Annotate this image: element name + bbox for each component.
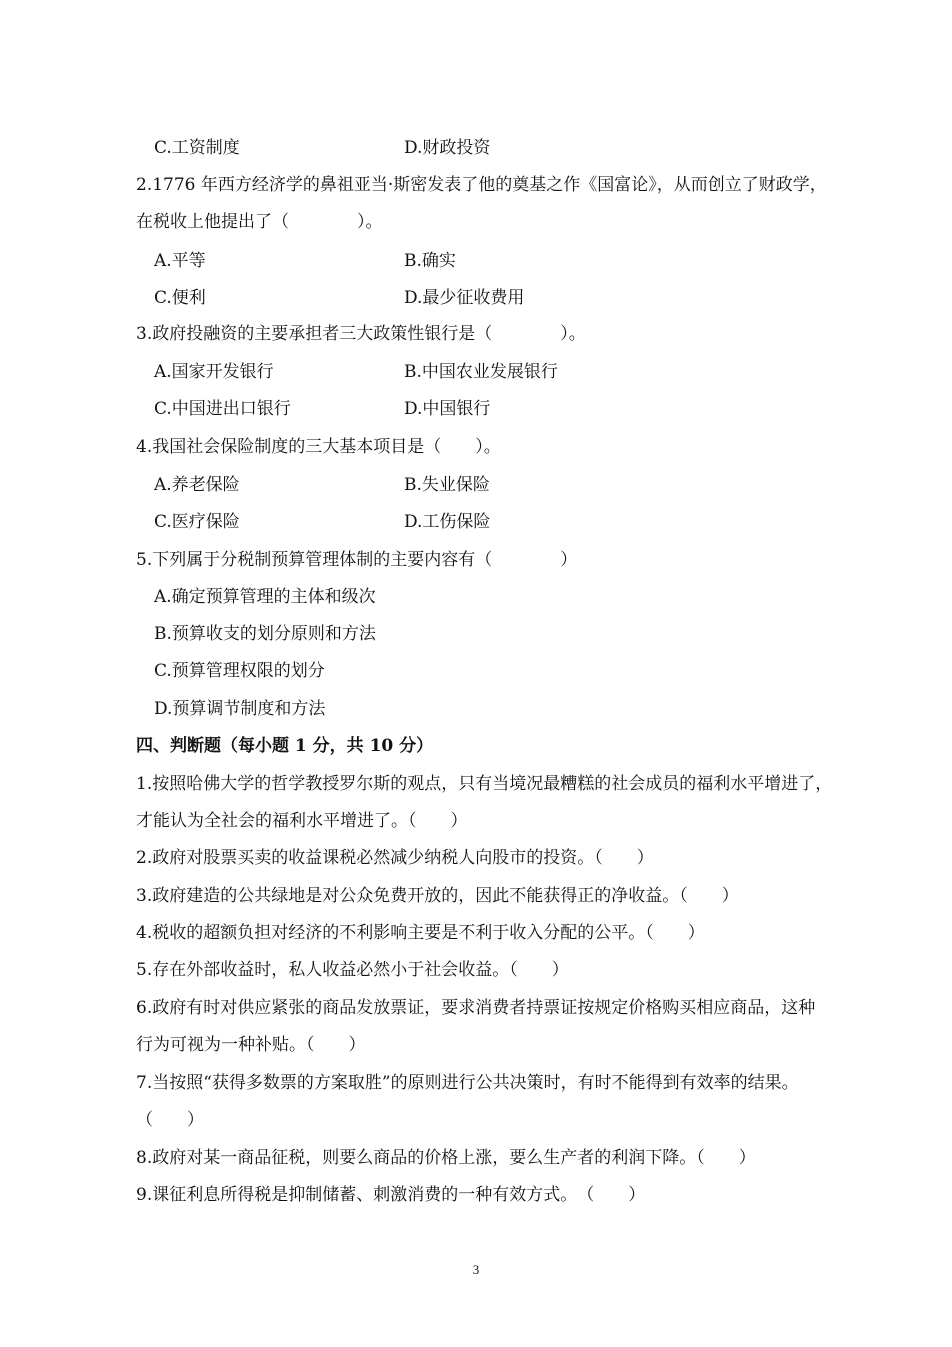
- q4-option-b: B.失业保险: [404, 475, 490, 495]
- tf-item-line: 2.政府对股票买卖的收益课税必然减少纳税人向股市的投资。（ ）: [136, 848, 654, 868]
- tf-item-line: 8.政府对某一商品征税，则要么商品的价格上涨，要么生产者的利润下降。（ ）: [136, 1148, 756, 1168]
- q2-option-a: A.平等: [154, 251, 206, 271]
- tf-item-line: 3.政府建造的公共绿地是对公众免费开放的，因此不能获得正的净收益。（ ）: [136, 886, 739, 906]
- q5-option-d: D.预算调节制度和方法: [154, 699, 326, 719]
- tf-item-line: 4.税收的超额负担对经济的不利影响主要是不利于收入分配的公平。（ ）: [136, 923, 705, 943]
- q3-option-a: A.国家开发银行: [154, 362, 274, 382]
- q2-stem-line1: 2.1776 年西方经济学的鼻祖亚当·斯密发表了他的奠基之作《国富论》，从而创立了财政学，: [136, 175, 827, 195]
- tf-item-line: （ ）: [136, 1110, 204, 1130]
- q3-option-b: B.中国农业发展银行: [404, 362, 558, 382]
- section-4-heading: 四、判断题（每小题 1 分，共 10 分）: [136, 736, 434, 756]
- page-number: 3: [472, 1262, 480, 1277]
- q2-option-c: C.便利: [154, 288, 206, 308]
- q2-stem-line2: 在税收上他提出了（ ）。: [136, 212, 383, 232]
- q3-option-d: D.中国银行: [404, 399, 491, 419]
- q3-option-c: C.中国进出口银行: [154, 399, 291, 419]
- tf-item-line: 5.存在外部收益时，私人收益必然小于社会收益。（ ）: [136, 960, 569, 980]
- q3-stem: 3.政府投融资的主要承担者三大政策性银行是（ ）。: [136, 324, 586, 344]
- tf-item-line: 9.课征利息所得税是抑制储蓄、刺激消费的一种有效方式。 （ ）: [136, 1185, 646, 1205]
- q4-option-c: C.医疗保险: [154, 512, 240, 532]
- tf-item-line: 才能认为全社会的福利水平增进了。（ ）: [136, 811, 468, 831]
- tf-item-line: 7.当按照“获得多数票的方案取胜”的原则进行公共决策时，有时不能得到有效率的结果。: [136, 1073, 799, 1093]
- q5-option-c: C.预算管理权限的划分: [154, 661, 325, 681]
- q4-option-a: A.养老保险: [154, 475, 240, 495]
- q1-option-c: C.工资制度: [154, 138, 240, 158]
- q1-option-d: D.财政投资: [404, 138, 491, 158]
- tf-item-line: 行为可视为一种补贴。（ ）: [136, 1035, 366, 1055]
- tf-item-line: 1.按照哈佛大学的哲学教授罗尔斯的观点，只有当境况最糟糕的社会成员的福利水平增进了，: [136, 774, 833, 794]
- q4-stem: 4.我国社会保险制度的三大基本项目是（ ）。: [136, 437, 501, 457]
- q5-option-b: B.预算收支的划分原则和方法: [154, 624, 376, 644]
- q2-option-b: B.确实: [404, 251, 456, 271]
- tf-item-line: 6.政府有时对供应紧张的商品发放票证，要求消费者持票证按规定价格购买相应商品，这种: [136, 998, 816, 1018]
- q4-option-d: D.工伤保险: [404, 512, 491, 532]
- q5-option-a: A.确定预算管理的主体和级次: [154, 587, 376, 607]
- q5-stem: 5.下列属于分税制预算管理体制的主要内容有（ ）: [136, 550, 578, 570]
- q2-option-d: D.最少征收费用: [404, 288, 525, 308]
